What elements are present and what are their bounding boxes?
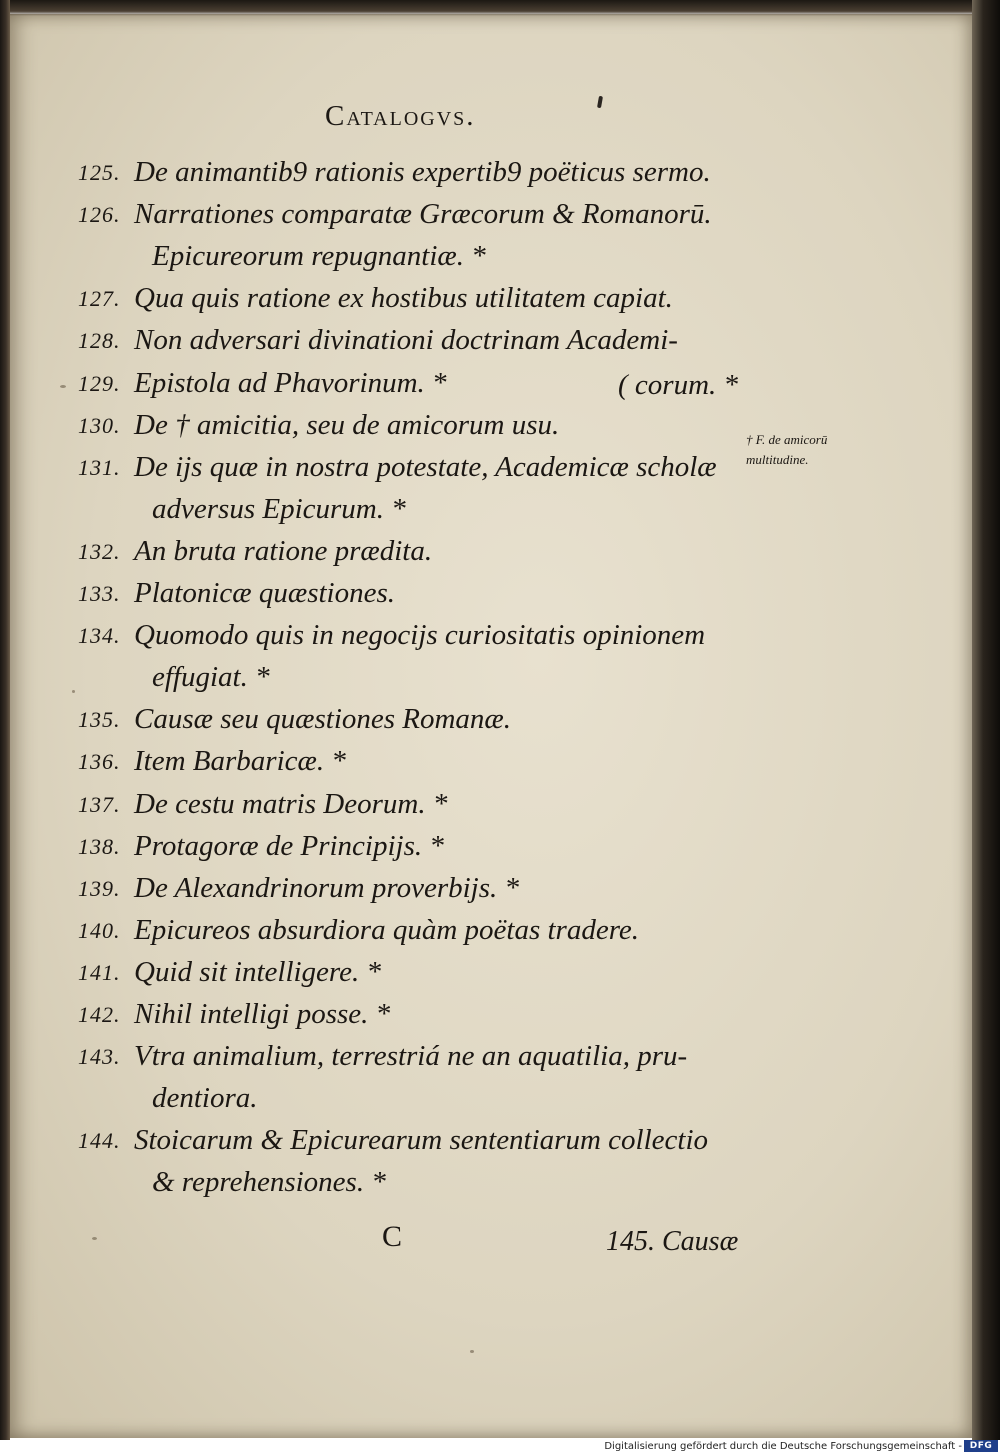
scan-right-edge xyxy=(972,0,1000,1440)
entry-number: 137. xyxy=(78,791,121,817)
entry-title: An bruta ratione prædita. xyxy=(134,534,433,567)
entry-number: 143. xyxy=(78,1044,121,1070)
entry-number: 132. xyxy=(78,538,121,564)
margin-note xyxy=(746,430,827,470)
entry-number: 126. xyxy=(78,202,121,228)
catalog-entry xyxy=(0,534,760,579)
entry-title: Vtra animalium, terrestriá ne an aquatilia, pru- xyxy=(134,1040,688,1073)
entry-title: De animantib9 rationis expertib9 poëticus sermo. xyxy=(134,156,711,188)
entry-number: 128. xyxy=(78,328,121,354)
entry-title: De ijs quæ in nostra potestate, Academicæ scholæ xyxy=(134,450,717,483)
entry-number: 140. xyxy=(78,917,121,943)
scan-top-edge xyxy=(0,0,1000,16)
catalog-entry-continuation xyxy=(0,240,760,284)
catalog-entry-continuation xyxy=(0,1166,760,1210)
entry-title: Epicureos absurdiora quàm poëtas tradere. xyxy=(134,913,640,946)
entry-title: Causæ seu quæstiones Romanæ. xyxy=(134,703,512,736)
catalog-entry xyxy=(0,703,760,747)
entry-title: Qua quis ratione ex hostibus utilitatem capiat. xyxy=(134,282,673,315)
catalog-entry xyxy=(0,829,760,874)
entry-title: De cestu matris Deorum. * xyxy=(134,787,448,820)
catalog-entry xyxy=(0,745,760,789)
entry-number: 131. xyxy=(78,454,121,480)
catalog-entry-continuation xyxy=(0,661,760,705)
entry-number: 141. xyxy=(78,959,121,985)
entry-title: Quomodo quis in negocijs curiositatis opinionem xyxy=(134,619,706,652)
catalog-entry xyxy=(0,619,760,663)
catalog-entry xyxy=(0,787,760,832)
entry-title: De † amicitia, seu de amicorum usu. xyxy=(134,408,560,441)
entry-title: Non adversari divinationi doctrinam Academi- xyxy=(134,324,678,357)
paper-speck xyxy=(92,1237,97,1240)
catalog-entry xyxy=(0,282,760,326)
catalog-entry xyxy=(0,450,760,495)
entry-title: Epicureorum repugnantiæ. * xyxy=(152,240,486,273)
funding-credit: Digitalisierung gefördert durch die Deutsche Forschungsgemeinschaft - xyxy=(604,1441,962,1452)
catalog-entry xyxy=(0,156,760,200)
entry-title: Item Barbaricæ. * xyxy=(134,745,346,778)
paper-speck xyxy=(470,1350,474,1353)
running-head: Catalogvs. xyxy=(325,100,476,132)
entry-title: Epistola ad Phavorinum. * xyxy=(134,366,447,399)
entry-title: Platonicæ quæstiones. xyxy=(134,577,395,609)
margin-note-line-1: † F. de amicorū xyxy=(746,432,828,447)
entry-title: Stoicarum & Epicurearum sententiarum collectio xyxy=(134,1124,708,1157)
catalog-entry xyxy=(0,1040,760,1084)
entry-title: & reprehensiones. * xyxy=(152,1166,386,1199)
entry-title: De Alexandrinorum proverbijs. * xyxy=(134,871,520,904)
paper-speck xyxy=(72,690,75,693)
entry-number: 127. xyxy=(78,286,121,312)
catalog-entry xyxy=(0,324,760,368)
catalog-entry xyxy=(0,577,760,621)
entry-title: Quid sit intelligere. * xyxy=(134,955,382,988)
entry-number: 129. xyxy=(78,370,121,396)
entry-number: 138. xyxy=(78,833,121,859)
entry-title: Nihil intelligi posse. * xyxy=(134,998,391,1030)
entry-number: 142. xyxy=(78,1002,121,1027)
entry-number: 144. xyxy=(78,1128,121,1154)
entry-128-continuation: ( corum. * xyxy=(618,369,739,401)
entry-number: 125. xyxy=(78,160,121,185)
entry-number: 130. xyxy=(78,412,121,438)
catchword: 145. Causæ xyxy=(606,1226,739,1257)
entry-title: Protagoræ de Principijs. * xyxy=(134,829,444,862)
catalog-entry xyxy=(0,408,760,453)
catalog-entry-continuation xyxy=(0,492,760,537)
entry-title: dentiora. xyxy=(152,1082,258,1115)
catalog-entry xyxy=(0,198,760,242)
entry-title: Narrationes comparatæ Græcorum & Romanorū. xyxy=(134,198,712,231)
catalog-entry xyxy=(0,871,760,916)
entry-title: adversus Epicurum. * xyxy=(152,492,406,525)
dfg-logo: DFG xyxy=(964,1440,998,1452)
entry-number: 133. xyxy=(78,581,121,606)
entry-number: 135. xyxy=(78,707,121,733)
catalog-entry xyxy=(0,913,760,958)
paper-speck xyxy=(60,385,66,388)
signature-mark: C xyxy=(382,1220,403,1253)
catalog-entry xyxy=(0,998,760,1042)
catalog-entry xyxy=(0,1124,760,1168)
entry-number: 139. xyxy=(78,875,121,901)
entry-number: 136. xyxy=(78,749,121,775)
entry-number: 134. xyxy=(78,623,121,649)
catalog-entry xyxy=(0,955,760,1000)
margin-note-line-2: multitudine. xyxy=(746,452,809,467)
entry-title: effugiat. * xyxy=(152,661,270,694)
catalog-entry-continuation xyxy=(0,1082,760,1126)
